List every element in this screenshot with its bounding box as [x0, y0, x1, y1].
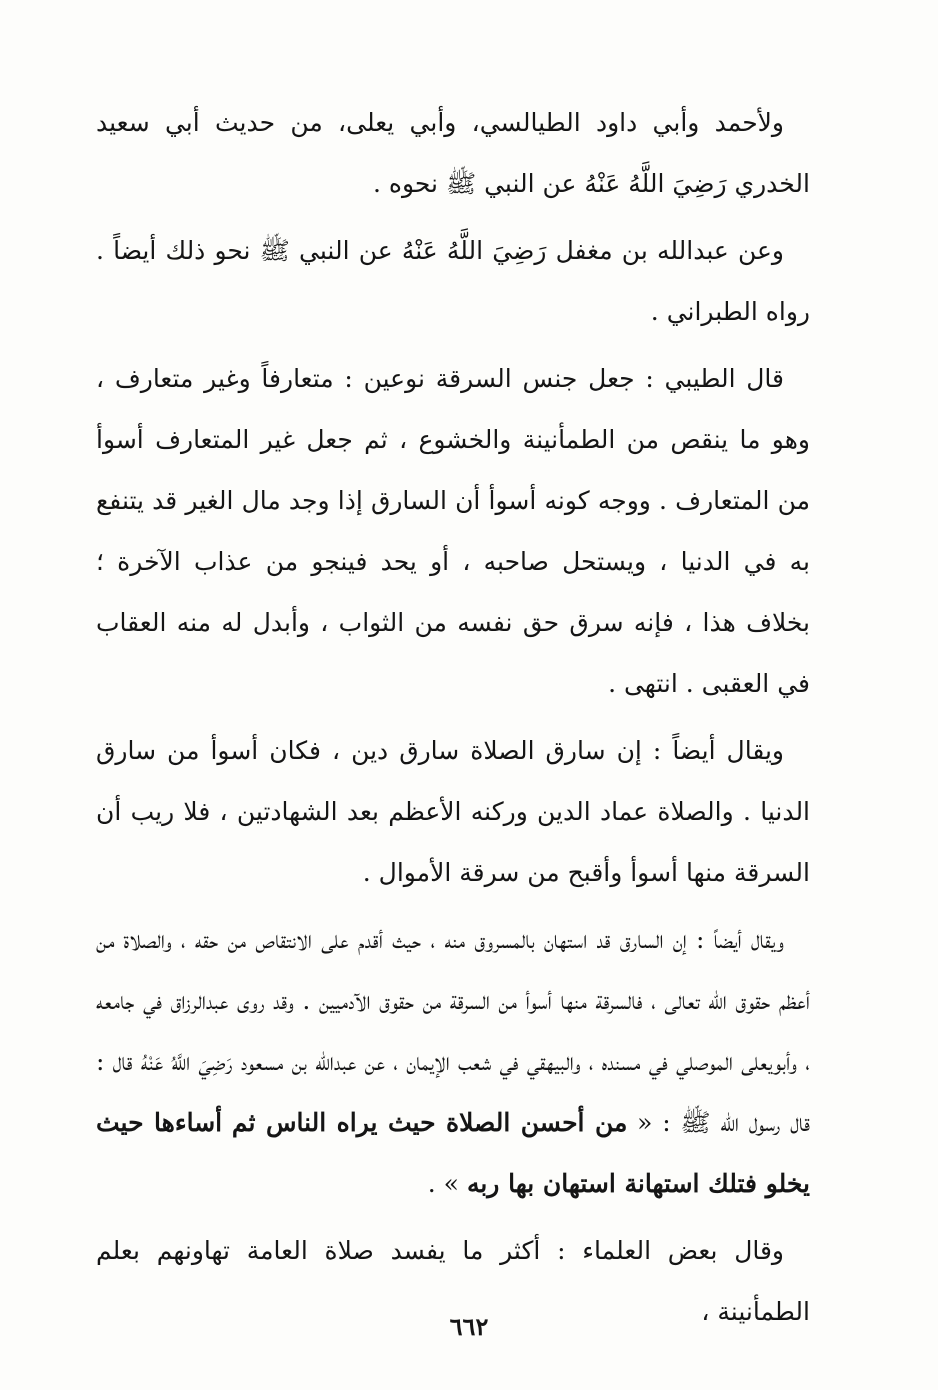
text-line: ووجه كونه أسوأ أن السارق إذا وجد مال الغير قد يتنفع به في الدنيا ، — [96, 486, 810, 576]
paragraph-5 — [96, 909, 810, 1214]
hadith-quote-line: من أحسن الصلاة حيث يراه الناس ثم — [231, 1108, 628, 1137]
hadith-quote-line: أساءها حيث يخلو فتلك استهانة استهان بها ربه — [96, 1108, 810, 1198]
text-line: الطبراني . — [650, 297, 758, 326]
text-line: قال الطيبي : جعل جنس السرقة نوعين : متعارفاً وغير متعارف ، وهو ما — [96, 364, 810, 454]
main-text — [96, 92, 810, 1348]
text-line: الموصلي في مسنده ، والبيهقي في شعب الإيمان ، عن عبدالله بن مسعود — [240, 1047, 733, 1076]
quote-intro: رَضِيَ اللَّهُ عَنْهُ قال : قال رسول الله ﷺ : « — [96, 1047, 810, 1137]
page-number: ٦٦٢ — [449, 1312, 489, 1341]
paragraph-4 — [96, 720, 810, 903]
text-line: سرق حق نفسه من الثواب ، وأبدل له منه العقاب في العقبى . انتهى . — [96, 608, 810, 698]
text-line: ويقال أيضاً : إن سارق الصلاة سارق دين ، فكان أسوأ من سارق الدنيا . — [96, 736, 811, 826]
text-line: وعن عبدالله بن مغفل رَضِيَ اللَّهُ عَنْهُ عن النبي ﷺ نحو ذلك أيضاً . رواه — [96, 236, 810, 326]
text-line: والصلاة عماد الدين وركنه الأعظم بعد الشهادتين ، فلا ريب أن السرقة منها — [96, 797, 810, 887]
text-line: الانتقاص من حقه ، والصلاة من أعظم حقوق الله تعالى ، فالسرقة منها أسوأ — [96, 925, 810, 1015]
quote-close: » . — [427, 1169, 459, 1198]
text-line: وقال بعض العلماء : أكثر ما يفسد صلاة العامة تهاونهم بعلم الطمأنينة ، — [96, 1236, 810, 1326]
paragraph-3 — [96, 348, 810, 714]
text-line: ينقص من الطمأنينة والخشوع ، ثم جعل غير المتعارف أسوأ من المتعارف . — [96, 425, 810, 515]
text-line: ولأحمد وأبي داود الطيالسي، وأبي يعلى، من حديث أبي سعيد الخدري — [96, 108, 810, 198]
text-line: من السرقة من حقوق الآدميين . وقد روى عبدالرزاق في جامعه ، وأبويعلى — [96, 986, 810, 1076]
text-line: ويستحل صاحبه ، أو يحد فينجو من عذاب الآخرة ؛ بخلاف هذا ، فإنه — [96, 547, 810, 637]
text-line: رَضِيَ اللَّهُ عَنْهُ عن النبي ﷺ نحوه . — [373, 169, 727, 198]
paragraph-2 — [96, 220, 810, 342]
text-line: أسوأ وأقبح من سرقة الأموال . — [362, 858, 678, 887]
paragraph-1 — [96, 92, 810, 214]
text-line: ويقال أيضاً : إن السارق قد استهان بالمسروق منه ، حيث أقدم على — [321, 925, 784, 954]
